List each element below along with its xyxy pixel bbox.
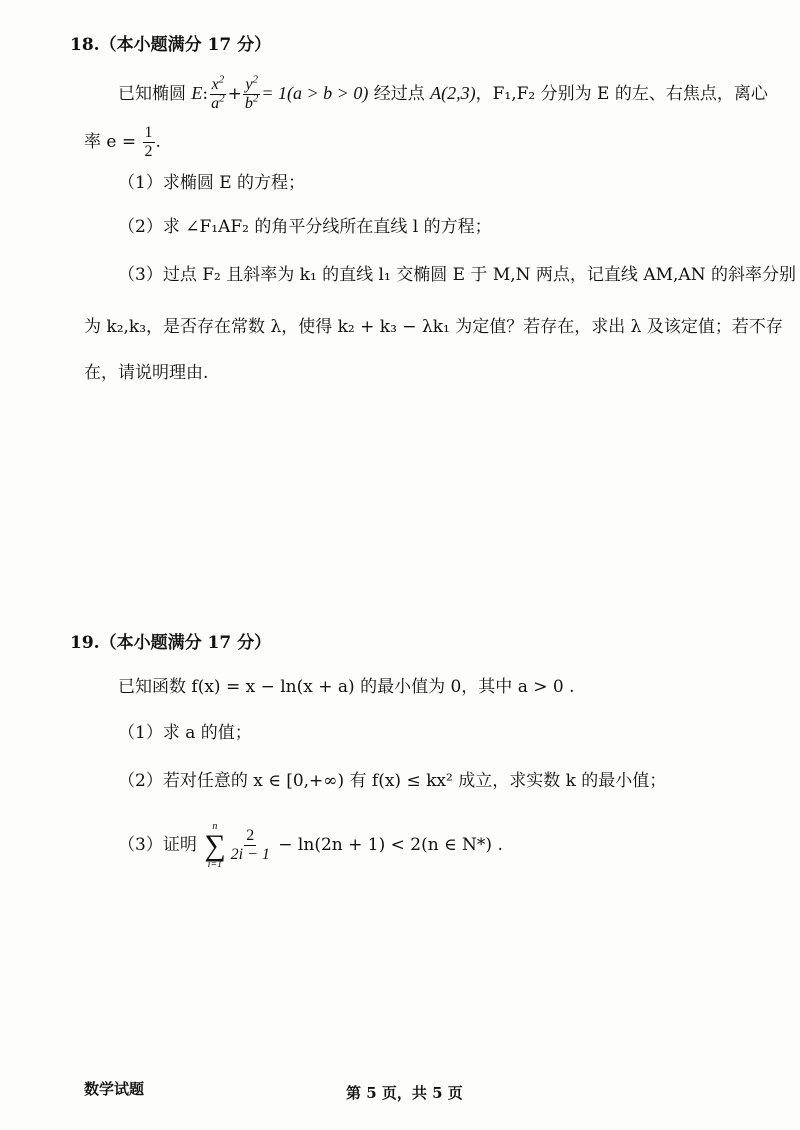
sum-symbol: ∑ [204, 828, 226, 862]
intro-prefix: 已知椭圆 [118, 84, 192, 104]
summand-numerator: 2 [246, 827, 255, 844]
a-var: a [211, 95, 220, 112]
problem-19-q1: （1）求 a 的值； [118, 723, 252, 743]
ecc-numerator: 1 [144, 124, 153, 141]
problem-18-intro [118, 73, 768, 113]
problem-18-q1: （1）求椭圆 E 的方程； [118, 173, 306, 193]
y-var: y [245, 76, 253, 93]
eccentricity-fraction [143, 124, 155, 161]
summand-denominator: 2i − 1 [230, 846, 270, 863]
footer-page-number: 第 5 页，共 5 页 [346, 1084, 463, 1102]
foci-text: ，F₁,F₂ 分别为 E 的左、右焦点，离心 [475, 84, 768, 104]
problem-18-q3-line2: 为 k₂,k₃，是否存在常数 λ，使得 k₂ + k₃ − λk₁ 为定值？若存在，求出 λ 及该定值；若不存 [84, 317, 783, 337]
point-a: A(2,3) [430, 83, 476, 103]
passes-through: 经过点 [368, 84, 431, 104]
problem-18-q3-line1: （3）过点 F₂ 且斜率为 k₁ 的直线 l₁ 交椭圆 E 于 M,N 两点，记直线 AM,AN 的斜率分别 [118, 265, 796, 285]
summation [204, 822, 225, 870]
b-var: b [244, 95, 253, 112]
sum-upper-limit: n [212, 820, 218, 832]
ellipse-name: E [191, 83, 203, 103]
ellipse-colon: : [202, 84, 209, 104]
plus-sign: + [227, 84, 242, 104]
x-squared-over-a-squared: $\frac{x^2}{a^2}$ [211, 73, 225, 112]
problem-18-header: 18.（本小题满分 17 分） [70, 35, 272, 55]
q3-suffix: − ln(2n + 1) < 2(n ∈ N*) . [272, 835, 503, 855]
problem-19-q2: （2）若对任意的 x ∈ [0,+∞) 有 f(x) ≤ kx² 成立，求实数 k 的最小值； [118, 771, 667, 791]
problem-19-q3 [118, 820, 503, 870]
problem-18-q2: （2）求 ∠F₁AF₂ 的角平分线所在直线 l 的方程； [118, 217, 492, 237]
q3-prefix: （3）证明 [118, 835, 203, 855]
problem-19-header: 19.（本小题满分 17 分） [70, 633, 272, 653]
problem-18-eccentricity [84, 124, 161, 161]
problem-19-intro: 已知函数 f(x) = x − ln(x + a) 的最小值为 0，其中 a > 0 . [118, 677, 575, 697]
ellipse-condition: = 1(a > b > 0) [261, 83, 369, 103]
y-squared-over-b-squared: $\frac{y^2}{b^2}$ [244, 73, 259, 112]
ecc-denominator: 2 [144, 143, 153, 160]
sum-lower-limit: i=1 [207, 858, 223, 870]
problem-18-q3-line3: 在，请说明理由. [84, 363, 209, 383]
ecc-prefix: 率 e = [84, 132, 142, 152]
summand-fraction [229, 827, 272, 864]
footer-subject: 数学试题 [84, 1080, 145, 1098]
x-var: x [211, 76, 219, 93]
ecc-suffix: . [155, 132, 161, 152]
